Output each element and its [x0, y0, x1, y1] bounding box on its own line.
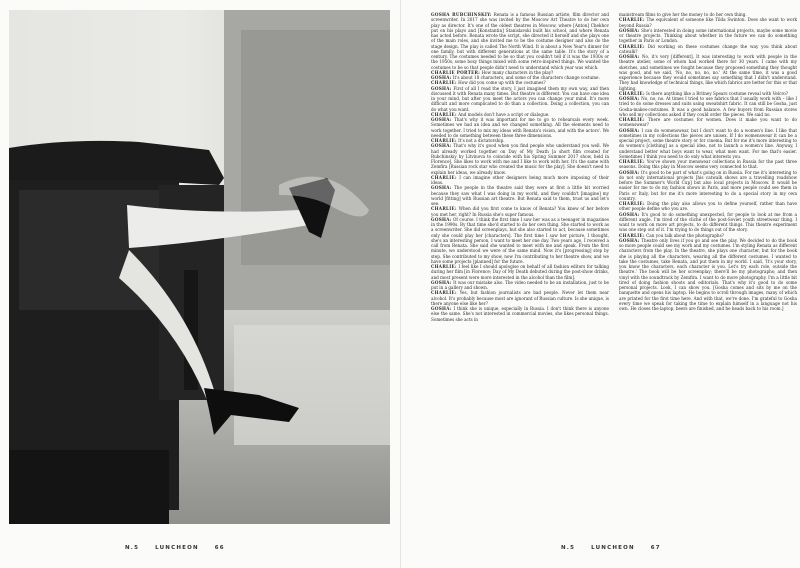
speaker-label: CHARLIE:	[431, 174, 457, 180]
speaker-label: GOSHA:	[619, 96, 640, 101]
speaker-label: CHARLIE:	[619, 232, 645, 238]
interview-paragraph	[619, 212, 797, 233]
interview-paragraph	[619, 44, 797, 55]
right-page	[400, 0, 800, 568]
paragraph-text: I think she is unique, especially in Russia. I don't think there is anyone else the same. She's not interested in commercial movies, she likes personal things. Sometimes she acts in	[431, 306, 609, 322]
paragraph-text: I can do womenswear, but I don't want to do a women's line. I like that sometimes in my collections the pieces are unisex. If I do womenswear it can be a special project, some theatre story or for cinema. But for me it's more interesting to do women's [clothing] as a special idea, not to launch a women's line. Anyway, I understand better what boys want to wear, what men want. For me that's easier. Sometimes I think you need to do only what interests you.	[619, 127, 797, 159]
interview-paragraph	[619, 201, 797, 212]
folio-left	[125, 545, 241, 551]
speaker-label: CHARLIE:	[431, 138, 457, 143]
paragraph-text: She's interested in doing some international projects, maybe some movie or theatre projects. Thinking about whether in the future we can do something together in Paris or London.	[619, 27, 797, 44]
paragraph-text: How did you come up with the costumes?	[458, 80, 546, 86]
paragraph-text: The people in the theatre said they were at first a little bit worried because they saw what I was doing in my world, and they couldn't [imagine] my world [fitting] with Russian art theatre. But Renata said to them, trust us and let's see.	[431, 185, 609, 206]
interview-paragraph	[619, 159, 797, 170]
interview-paragraph	[619, 128, 797, 160]
folio-title: LUNCHEON	[591, 545, 635, 551]
interview-paragraph	[431, 143, 609, 175]
paragraph-text: Theatre only lives if you go and see the play. We decided to do the book so more people could see my work and my costumes. I'm styling Renata as different characters from the play. In the theatre, she plays one character, but for the book she is playing all the characters, wearing all the different costumes. I wanted to take the costumes, take Renata, and put them in my world. I said, 'It's your story, you know the characters, each character is you. Let's try each role, outside the theatre.' The book will be her screenplay; there'll be my photographs; and then vinyl with the soundtrack by Zemfira. I want to do more photography. I'm a little bit tired of doing fashion shoots and editorials. That's why it's good to do some personal projects. Look, I can show you. [Gosha comes and sits by me on the banquette and opens his laptop. He begins to scroll through images, many of which are printed for the first time here. And with that, we're done. I'm grateful to Gosha every time we speak for taking the time to explain himself in a language not his own. He closes the laptop, beers are finished, and he heads back to his room.]	[619, 237, 797, 311]
interview-paragraph	[431, 290, 609, 306]
interview-paragraph	[619, 117, 797, 128]
speaker-label: CHARLIE:	[619, 17, 645, 23]
speaker-label: CHARLIE:	[619, 90, 645, 96]
paragraph-text: Did working on these costumes change the way you think about catwalk?	[619, 43, 797, 54]
interview-paragraph	[431, 264, 609, 280]
speaker-label: GOSHA:	[619, 127, 640, 133]
paragraph-text: It's not a dictatorship.	[458, 138, 505, 143]
paragraph-text: Of course. I think the first time I saw her was as a teenager in magazines in the 1990s. By that time she'd started to do her own thing. She started to work as a screenwriter. She did screenplays, but she also started to act, because sometimes only she could play her [characters]. The first time I saw her picture, I thought, she's an interesting person, I want to meet her one day. Two years ago, I received a call from Renata. She said she wanted to meet with me and speak. From the first minute, we understood we were of the same mind. Now it's [progressing] step by step. She contributed to my show, now I'm contributing to her theatre show, and we have some projects [planned] for the future.	[431, 216, 609, 264]
paragraph-text: There are costumes for women. Does it make you want to do womenswear?	[619, 117, 797, 128]
speaker-label: CHARLIE:	[431, 206, 457, 212]
paragraph-text: Yes, but fashion journalists are bad people. Never let them near alcohol. It's probably because most are ignorant of Russian culture. Is she unique, is there anyone else like her?	[431, 290, 609, 306]
paragraph-text: Can you talk about the photographs?	[646, 232, 724, 238]
speaker-label: GOSHA:	[431, 143, 452, 149]
interview-paragraph	[619, 17, 797, 28]
paragraph-text: It was our mistake also. The video needed to be an installation, just to be put in a gallery and shown.	[431, 279, 609, 290]
folio-page-number: 67	[650, 545, 661, 551]
paragraph-text: Renata is a famous Russian artiste, film director and screenwriter. In 2017 she was invited by the Moscow Art Theatre to do her own play as director. It's one of the oldest theatres in Moscow, where [Anton] Chekhov put on his plays and [Konstantin] Stanislavski built his school, and where Renata has acted before. Renata wrote the script, she directed it herself and she plays one of the main roles, and she invited me to be the costume designer and also do the stage design. The play is called The North Wind. It is about a New Year's dinner for one family, but with different generations at the same table. It's the story of a century. The costumes needed to be so that you couldn't tell if it was the 1930s or the 1950s, some boxy things mixed with some retro-inspired things. We wanted the costumes to be so that people didn't need to understand which year was which.	[431, 12, 609, 70]
speaker-label: CHARLIE:	[619, 159, 645, 164]
interview-paragraph	[431, 280, 609, 291]
speaker-label: CHARLIE:	[431, 111, 457, 117]
interview-paragraph	[431, 185, 609, 206]
speaker-label: GOSHA:	[431, 75, 452, 80]
interview-paragraph	[431, 306, 609, 322]
paragraph-text: How many characters in the play?	[481, 69, 554, 75]
paragraph-text: No, it's very [different]. It was interesting to work with people in the theatre atelier, some of whom had worked there for 30 years. I came with my sketches, and sometimes we fought because they proposed something they thought was good, and we said, 'No, no, no, no, no.' At the same time, it was a good experience because they would sometimes say something that I didn't understand. They had knowledge of technical things, like which fabrics are better for this or that lighting.	[619, 54, 797, 91]
interview-paragraph	[431, 217, 609, 264]
speaker-label: CHARLIE:	[619, 117, 645, 122]
speaker-label: CHARLIE:	[619, 201, 645, 206]
interview-paragraph	[431, 117, 609, 138]
interview-paragraph	[431, 12, 609, 70]
bw-photograph	[9, 10, 390, 524]
speaker-label: GOSHA RUBCHINSKIY:	[431, 12, 492, 17]
speaker-label: GOSHA:	[431, 85, 452, 91]
text-column-2	[619, 12, 797, 311]
folio-title: LUNCHEON	[155, 545, 199, 551]
paragraph-text: I feel like I should apologise on behalf of all fashion editors for talking during her film [in Florence; Day of My Death debuted during the post-show drinks, and most present were more interested in the alcohol than the film].	[431, 264, 610, 280]
paragraph-text: It's good to do something unexpected, for people to look at me from a different angle. I'm tired of the cliché of the post-Soviet youth streetwear thing. I want to work on more art projects, to do different things. This theatre experiment was one step out of it. I'm trying to do things out of the story.	[619, 211, 797, 233]
speaker-label: GOSHA:	[619, 211, 640, 217]
paragraph-text: When did you first come to know of Renata? You knew of her before you met her, right? In Russia she's super famous.	[431, 206, 610, 217]
interview-paragraph	[619, 170, 797, 202]
paragraph-text: It's about 18 characters, and some of the characters change costume.	[452, 75, 600, 80]
folio-page-number: 66	[214, 545, 225, 551]
speaker-label: CHARLIE:	[431, 290, 457, 296]
folio-issue: N.5	[125, 545, 140, 551]
speaker-label: CHARLIE:	[619, 43, 645, 49]
paragraph-text: mainstream films to give her the money to do her own thing.	[619, 12, 747, 17]
speaker-label: GOSHA:	[619, 54, 640, 59]
interview-paragraph	[619, 238, 797, 312]
paragraph-text: It's good to be part of what's going on in Russia. For me it's interesting to do not only international projects [his catwalk shows are a travelling roadshow before the Summer's World Cup] but also local projects in Moscow. It would be easier for me to do my fashion shows in Paris, and more people could see them in Paris or Italy, but for me it's more interesting to do a special story in my own country.	[619, 169, 797, 201]
interview-paragraph	[431, 175, 609, 186]
paragraph-text: First of all I read the story, I just imagined them my own way, and then discussed it with Renata many times. But theatre is different. You can have one idea in your mind, but after you meet the actors you can change your mind. It's more difficult and more complicated to do than a collection. Doing a collection, you can do what you want.	[431, 85, 609, 112]
text-column-1	[431, 12, 609, 322]
interview-paragraph	[431, 86, 609, 112]
speaker-label: GOSHA:	[619, 237, 640, 243]
paragraph-text: And models don't have a script or dialogue.	[458, 111, 550, 117]
speaker-label: GOSHA:	[431, 216, 452, 222]
paragraph-text: You've shown your menswear collections in Russia for the past three seasons. Doing this play in Moscow seems very connected to that.	[619, 159, 797, 170]
speaker-label: GOSHA:	[431, 117, 452, 122]
speaker-label: CHARLIE:	[431, 80, 457, 86]
interview-paragraph	[431, 206, 609, 217]
speaker-label: GOSHA:	[619, 169, 640, 175]
paragraph-text: That's why it's good when you find people who understand you well. We had already worked together on Day of My Death [a short film created for Rubchinskiy by Litvinova to coincide with his Spring Summer 2017 show, held in Florence]. She likes to work with me and I like to work with her. It's the same with Zemfira [Russian rock star who created the music for the play]. She doesn't need to explain her ideas, we already know.	[431, 143, 609, 175]
paragraph-text: That's why it was important for me to go to rehearsals every week. Sometimes we had an idea and we changed something. All the elements need to work together. I tried to mix my ideas with Renata's vision, and with the actors'. We needed to do something between these three dimensions.	[431, 117, 609, 138]
paragraph-text: The equivalent of someone like Tilda Swinton. Does she want to work beyond Russia?	[619, 17, 797, 28]
paragraph-text: Is there anything like a Britney Spears costume reveal with Velcro?	[646, 90, 789, 96]
speaker-label: GOSHA:	[431, 306, 452, 311]
paragraph-text: I can imagine other designers being much more imposing of their ideas.	[431, 174, 609, 185]
speaker-label: CHARLIE:	[431, 264, 457, 269]
speaker-label: CHARLIE PORTER:	[431, 69, 481, 75]
folio-issue: N.5	[561, 545, 576, 551]
folio-right	[561, 545, 677, 551]
speaker-label: GOSHA:	[431, 185, 452, 191]
interview-paragraph	[619, 54, 797, 91]
photo-piano-legs	[9, 10, 390, 524]
interview-paragraph	[619, 96, 797, 117]
paragraph-text: No, no, no. At times I tried to use fabrics that I usually work with – like I tried to do some dresses and suits using sweatshirt fabric. It can still be Gosha, just Gosha-makes-costumes. It was a good balance. A few buyers from Russian stores who sell my collections asked if they could order the pieces. We said no.	[619, 96, 797, 117]
interview-paragraph	[619, 28, 797, 44]
speaker-label: GOSHA:	[431, 279, 452, 285]
paragraph-text: Doing the play also allows you to define yourself, rather than have other people define who you are.	[619, 201, 797, 212]
speaker-label: GOSHA:	[619, 27, 640, 33]
